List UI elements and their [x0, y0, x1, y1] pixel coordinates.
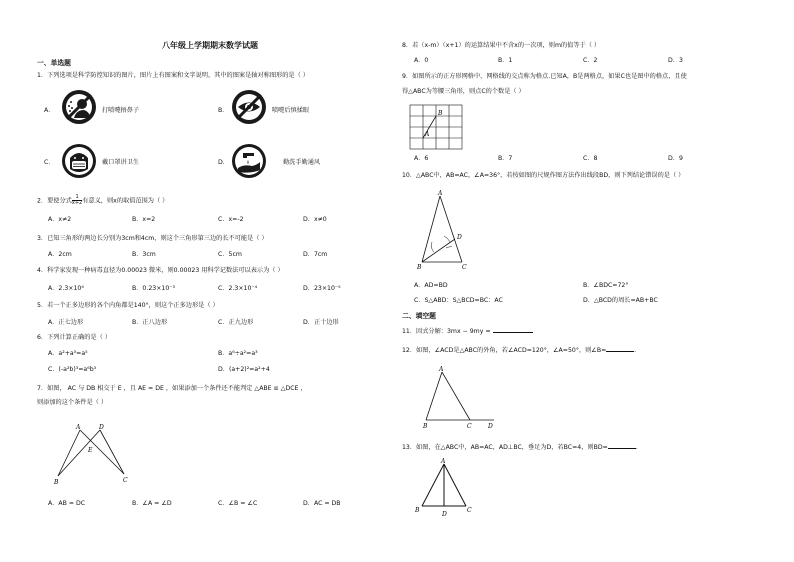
- q4-option-b[interactable]: B．0.23×10⁻³: [132, 285, 176, 292]
- q1-b-caption: 喷嚏后慎揉眼: [272, 107, 310, 114]
- q2-frac-denominator: x+2: [71, 200, 83, 206]
- q2-stem: [37, 195, 168, 206]
- q6-option-d[interactable]: D．(a+2)²=a²+4: [218, 366, 270, 373]
- q8-option-b[interactable]: B．1: [498, 57, 513, 64]
- wear-mask-icon: [60, 142, 98, 180]
- q4-option-c[interactable]: C．2.3×10⁻⁴: [218, 285, 258, 292]
- q12-stem-text: 12．如图，∠ACD是△ABC的外角，若∠ACD=120°，∠A=50°，则∠B=: [402, 347, 607, 354]
- q1-c-caption: 戴口罩讲卫生: [102, 159, 140, 166]
- q10-label-b: B: [417, 264, 422, 271]
- q7-option-a[interactable]: A．AB = DC: [48, 500, 86, 507]
- q7-label-c: C: [123, 477, 128, 484]
- q7-figure: [50, 418, 140, 488]
- q5-stem: 5．若一个正多边形的各个内角都是140°，则这个正多边形是（ ）: [37, 302, 219, 309]
- q6-option-a[interactable]: A．a²+a³=a⁵: [48, 350, 88, 357]
- q3-stem: 3．已知三角形的两边长分别为3cm和4cm，则这个三角形第三边的长不可能是（ ）: [37, 235, 268, 242]
- q13-label-d: D: [442, 511, 447, 518]
- q7-label-e: E: [88, 447, 93, 454]
- no-rub-eyes-icon: [230, 88, 268, 126]
- q9-label-b: B: [438, 110, 443, 117]
- q10-option-c[interactable]: C．S△ABD：S△BCD=BC：AC: [414, 297, 503, 304]
- sneeze-cover-nose-icon: [60, 88, 98, 126]
- q10-label-a: A: [438, 190, 443, 197]
- q2-stem-post: 有意义，则x的取值范围为（ ）: [82, 197, 169, 205]
- q12-label-b: B: [423, 423, 428, 430]
- q10-stem: 10．△ABC中，AB=AC，∠A=36°，若按如图的尺规作图方法作出线段BD，则下列结论错误的是（ ）: [402, 172, 685, 179]
- q7-option-c[interactable]: C．∠B = ∠C: [218, 500, 258, 507]
- q2-option-d[interactable]: D．x≠0: [303, 216, 327, 223]
- exam-title: 八年级上学期期末数学试题: [162, 41, 258, 50]
- q7-stem-line1: 7．如图， AC 与 DB 相交于 E ，且 AE = DE ，如果添加一个条件还不能判定 △ABE ≌ △DCE ，: [37, 385, 307, 392]
- q2-stem-pre: 2．要使分式: [37, 197, 72, 205]
- q11-answer-blank[interactable]: [493, 326, 533, 333]
- q10-option-a[interactable]: A．AD=BD: [414, 282, 448, 289]
- q3-option-d[interactable]: D．7cm: [303, 251, 328, 258]
- q13-label-a: A: [441, 458, 446, 465]
- q12-label-c: C: [467, 423, 472, 430]
- q13-stem-end: ．: [635, 444, 642, 451]
- q11-stem: [402, 326, 533, 336]
- q12-stem-end: ．: [634, 347, 641, 354]
- q7-label-b: B: [54, 479, 59, 486]
- q7-label-a: A: [76, 424, 81, 431]
- section-single-choice: 一、单选题: [37, 59, 71, 67]
- q10-option-b[interactable]: B．∠BDC=72°: [583, 282, 629, 289]
- q4-option-a[interactable]: A．2.3×10⁴: [48, 285, 84, 292]
- q10-option-d[interactable]: D．△BCD的周长=AB+BC: [583, 297, 658, 304]
- q9-option-b[interactable]: B．7: [498, 155, 513, 162]
- q13-stem-text: 13．如图，在△ABC中，AB=AC，AD⊥BC，垂足为D，若BC=4，则BD=: [402, 444, 608, 451]
- q11-stem-text: 11．因式分解：3mx − 9my =: [402, 328, 493, 335]
- q13-label-c: C: [467, 507, 472, 514]
- q12-answer-blank[interactable]: [606, 345, 634, 352]
- q12-figure: [418, 362, 502, 432]
- q2-frac-numerator: 1: [75, 194, 79, 200]
- q9-option-c[interactable]: C．8: [583, 155, 598, 162]
- q2-option-c[interactable]: C．x=-2: [218, 216, 244, 223]
- q3-option-a[interactable]: A．2cm: [48, 251, 72, 258]
- q3-option-b[interactable]: B．3cm: [132, 251, 156, 258]
- q2-fraction: [72, 195, 82, 206]
- q1-option-a[interactable]: A．: [44, 107, 55, 114]
- q1-a-caption: 打喷嚏捂鼻子: [102, 107, 140, 114]
- q9-grid-figure: [409, 104, 463, 150]
- q2-option-b[interactable]: B．x=2: [132, 216, 156, 223]
- q4-stem: 4．科学家发现一种病毒直径为0.00023 微米，则0.00023 用科学记数法可以表示为（ ）: [37, 267, 284, 274]
- q8-option-c[interactable]: C．2: [583, 57, 598, 64]
- q12-stem: [402, 345, 640, 355]
- q8-option-d[interactable]: D．3: [668, 57, 683, 64]
- q9-option-a[interactable]: A．6: [414, 155, 429, 162]
- q8-option-a[interactable]: A．0: [414, 57, 429, 64]
- q9-option-d[interactable]: D．9: [668, 155, 683, 162]
- q7-stem-line2: 则添加的这个条件是（ ）: [37, 399, 108, 406]
- q9-label-a: A: [425, 131, 430, 138]
- q5-option-d[interactable]: D．正十边形: [303, 319, 339, 326]
- q10-label-d: D: [457, 234, 462, 241]
- q13-stem: [402, 442, 642, 452]
- q8-stem: 8．若（x-m）（x+1）的运算结果中不含x的一次项，则m的值等于（ ）: [402, 42, 601, 49]
- q6-option-c[interactable]: C．(-a²b)³=a⁶b³: [48, 366, 97, 373]
- q10-label-c: C: [462, 264, 467, 271]
- q13-figure: [410, 456, 482, 520]
- q1-option-b[interactable]: B．: [218, 107, 229, 114]
- q4-option-d[interactable]: D．23×10⁻⁵: [303, 285, 341, 292]
- q5-option-c[interactable]: C．正九边形: [218, 319, 254, 326]
- q1-option-c[interactable]: C．: [44, 159, 55, 166]
- q2-option-a[interactable]: A．x≠2: [48, 216, 72, 223]
- q7-option-b[interactable]: B．∠A = ∠D: [132, 500, 172, 507]
- q6-stem: 6．下列计算正确的是（ ）: [37, 334, 111, 341]
- wash-hands-icon: [230, 142, 268, 180]
- q3-option-c[interactable]: C．5cm: [218, 251, 242, 258]
- q13-answer-blank[interactable]: [608, 442, 636, 449]
- q1-option-d[interactable]: D．: [218, 159, 229, 166]
- q7-label-d: D: [99, 424, 104, 431]
- q1-d-caption: 勤洗手勤通风: [283, 159, 321, 166]
- q10-figure: [412, 188, 482, 270]
- q5-option-b[interactable]: B．正八边形: [132, 319, 168, 326]
- section-fill-blank: 二、填空题: [402, 312, 436, 320]
- q1-stem: 1．下列选项是科学防控知识的图片，图片上有图案和文字说明，其中的图案是轴对称图形的是（ ）: [37, 72, 309, 79]
- q13-label-b: B: [415, 507, 420, 514]
- q9-stem-line2: 得△ABC为等腰三角形，则点C的个数是（ ）: [402, 88, 525, 95]
- q12-label-a: A: [439, 366, 444, 373]
- q12-label-d: D: [488, 423, 493, 430]
- q6-option-b[interactable]: B．a⁶÷a²=a³: [218, 350, 258, 357]
- q9-stem-line1: 9．如图所示的正方形网格中，网格线的交点称为格点.已知A，B是两格点，如果C也是图中的格点，且使: [402, 73, 687, 80]
- q5-option-a[interactable]: A．正七边形: [48, 319, 84, 326]
- q7-option-d[interactable]: D．AC = DB: [303, 500, 341, 507]
